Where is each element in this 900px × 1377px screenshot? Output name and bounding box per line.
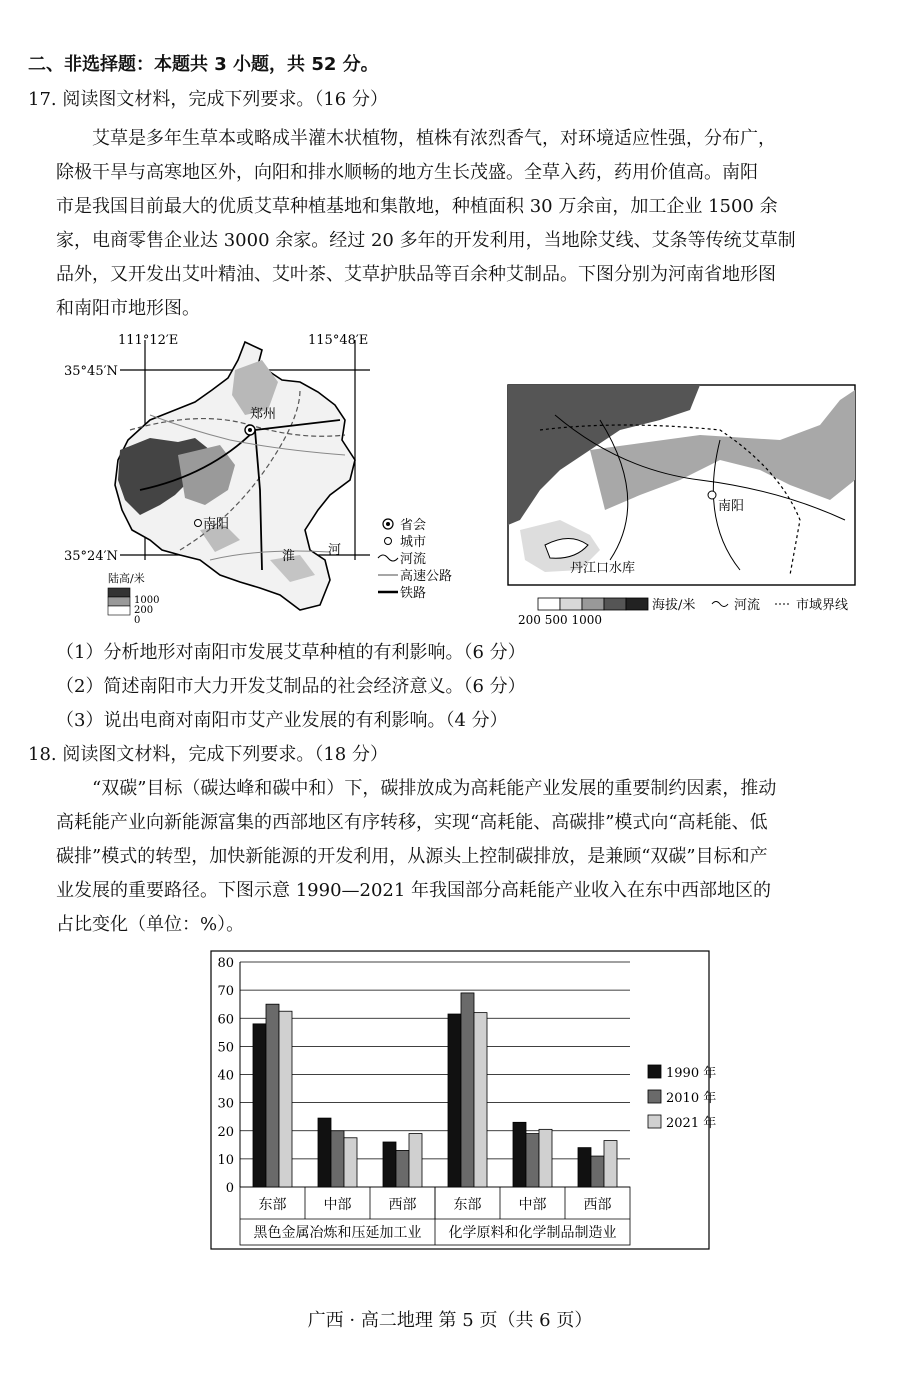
bar	[409, 1134, 422, 1187]
legend-boundary-map2: 市域界线	[796, 598, 849, 613]
legend-capital: 省会	[400, 518, 427, 533]
legend-city: 城市	[400, 535, 427, 550]
legend-swatch	[648, 1065, 661, 1078]
group-label: 化学原料和化学制品制造业	[448, 1225, 617, 1241]
q17-sub-question: （1）分析地形对南阳市发展艾草种植的有利影响。（6 分）	[56, 642, 526, 663]
category-label: 西部	[388, 1197, 417, 1213]
legend-river-map2: 河流	[734, 598, 761, 613]
category-label: 西部	[583, 1197, 612, 1213]
bar	[253, 1024, 266, 1187]
y-tick-label: 50	[217, 1040, 234, 1056]
nanyang-map	[508, 385, 855, 627]
q17-sub-question: （3）说出电商对南阳市艾产业发展的有利影响。（4 分）	[56, 710, 508, 731]
nanyang-label-map1: 南阳	[203, 517, 230, 532]
y-tick-label: 10	[217, 1152, 234, 1168]
y-tick-label: 20	[217, 1124, 234, 1140]
q17-sub-question: （2）简述南阳市大力开发艾制品的社会经济意义。（6 分）	[56, 676, 526, 697]
y-tick-label: 70	[217, 984, 234, 1000]
y-tick-label: 60	[217, 1012, 234, 1028]
zhengzhou-label: 郑州	[250, 407, 277, 422]
q18-title: 18. 阅读图文材料，完成下列要求。（18 分）	[28, 744, 388, 765]
nanyang-city-icon-map2	[708, 491, 716, 499]
q18-para-line: 占比变化（单位：%）。	[56, 914, 245, 935]
lat-bottom-label: 35°24′N	[64, 549, 118, 564]
category-label: 中部	[323, 1197, 352, 1213]
group-label: 黑色金属冶炼和压延加工业	[253, 1225, 422, 1241]
q17-title: 17. 阅读图文材料，完成下列要求。（16 分）	[28, 89, 388, 110]
q17-para-line: 家，电商零售企业达 3000 余家。经过 20 多年的开发利用，当地除艾线、艾条等传统艾草制	[56, 230, 796, 251]
category-label: 中部	[518, 1197, 547, 1213]
q17-para-line: 品外，又开发出艾叶精油、艾叶茶、艾草护肤品等百余种艾制品。下图分别为河南省地形图	[56, 264, 776, 285]
bar	[539, 1129, 552, 1187]
nanyang-city-icon	[195, 520, 202, 527]
bar	[526, 1134, 539, 1187]
reservoir-label: 丹江口水库	[570, 561, 636, 576]
bar	[474, 1013, 487, 1187]
section-heading: 二、非选择题：本题共 3 小题，共 52 分。	[28, 54, 379, 75]
bar	[344, 1138, 357, 1187]
category-label: 东部	[453, 1197, 482, 1213]
maps-figure	[0, 320, 900, 640]
elev-legend-title: 陆高/米	[108, 572, 145, 585]
nanyang-label-map2: 南阳	[718, 499, 745, 514]
q18-para-line: 业发展的重要路径。下图示意 1990—2021 年我国部分高耗能产业收入在东中西部地区的	[56, 880, 772, 901]
elev-ticks-map2: 200 500 1000	[518, 613, 602, 627]
q18-para-line: 高耗能产业向新能源富集的西部地区有序转移，实现“高耗能、高碳排”模式向“高耗能、低	[56, 812, 768, 833]
river-he-label: 河	[328, 543, 342, 558]
bar	[513, 1122, 526, 1187]
lon-right-label: 115°48′E	[308, 333, 369, 348]
legend-swatch	[648, 1115, 661, 1128]
bar	[396, 1150, 409, 1187]
legend-elev-map2: 海拔/米	[652, 598, 696, 613]
bar	[604, 1141, 617, 1187]
bar	[448, 1014, 461, 1187]
q17-para-line: 和南阳市地形图。	[56, 298, 200, 319]
river-legend-icon	[378, 555, 398, 561]
y-tick-label: 0	[225, 1181, 234, 1196]
category-label: 东部	[258, 1197, 287, 1213]
q18-para-line: 碳排”模式的转型，加快新能源的开发利用，从源头上控制碳排放，是兼顾“双碳”目标和产	[56, 846, 768, 867]
elev-200-label: 200	[134, 605, 154, 616]
legend-label: 2021 年	[666, 1116, 717, 1131]
y-tick-label: 80	[217, 956, 234, 971]
q17-para-line: 市是我国目前最大的优质艾草种植基地和集散地，种植面积 30 万余亩，加工企业 1500 余	[56, 196, 778, 217]
legend-swatch	[648, 1090, 661, 1103]
lon-left-label: 111°12′E	[118, 333, 179, 348]
q17-para-line: 艾草是多年生草本或略成半灌木状植物，植株有浓烈香气，对环境适应性强，分布广，	[92, 128, 776, 149]
income-share-chart	[210, 950, 717, 1250]
elev-1000-label: 1000	[134, 595, 160, 606]
y-tick-label: 40	[217, 1068, 234, 1084]
y-tick-label: 30	[217, 1096, 234, 1112]
henan-map	[64, 333, 452, 626]
bar	[383, 1142, 396, 1187]
legend-river: 河流	[400, 552, 427, 567]
bar	[591, 1156, 604, 1187]
legend-highway: 高速公路	[400, 569, 453, 584]
legend-label: 1990 年	[666, 1066, 717, 1081]
legend-label: 2010 年	[666, 1091, 717, 1106]
river-legend-icon-map2	[712, 602, 728, 607]
city-legend-icon	[385, 538, 392, 545]
q17-para-line: 除极干旱与高寒地区外，向阳和排水顺畅的地方生长茂盛。全草入药，药用价值高。南阳	[56, 162, 758, 183]
legend-railway: 铁路	[400, 586, 427, 601]
bar	[266, 1004, 279, 1187]
bar	[578, 1148, 591, 1187]
bar	[461, 993, 474, 1187]
bar	[318, 1118, 331, 1187]
lat-top-label: 35°45′N	[64, 364, 118, 379]
q18-para-line: “双碳”目标（碳达峰和碳中和）下，碳排放成为高耗能产业发展的重要制约因素，推动	[92, 778, 777, 799]
elev-0-label: 0	[134, 615, 141, 626]
page-footer: 广西 · 高二地理 第 5 页（共 6 页）	[307, 1310, 593, 1331]
river-huai-label: 淮	[282, 549, 296, 564]
bar	[331, 1131, 344, 1187]
bar	[279, 1011, 292, 1187]
